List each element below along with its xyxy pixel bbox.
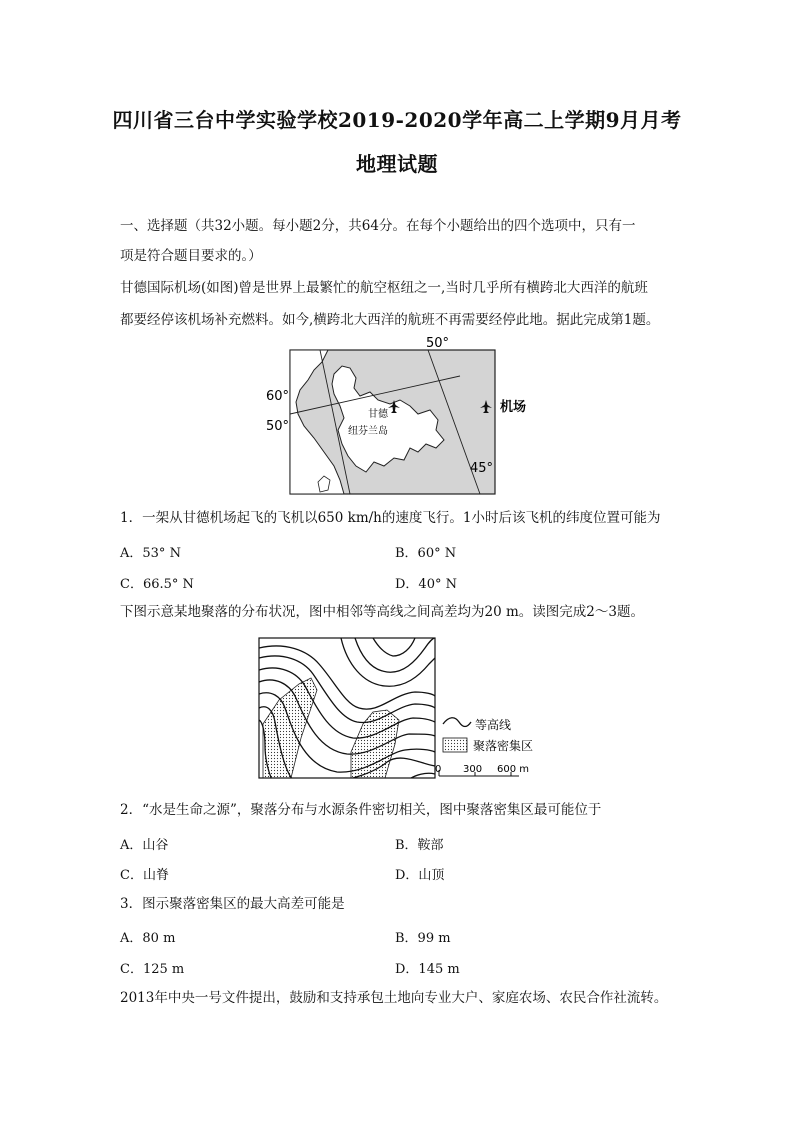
- label-gander: 甘德: [368, 409, 388, 420]
- intro-gander-line2: 都要经停该机场补充燃料。如今,横跨北大西洋的航班不再需要经停此地。据此完成第1题。: [120, 312, 660, 328]
- q1-stem: 1．一架从甘德机场起飞的飞机以650 km/h的速度飞行。1小时后该飞机的纬度位置可能为: [120, 510, 661, 526]
- q2-option-a[interactable]: A．山谷: [120, 838, 169, 853]
- legend-airport-label: 机场: [500, 400, 527, 415]
- scale-600: 600 m: [497, 764, 530, 775]
- section-header-line1: 一、选择题（共32小题。每小题2分，共64分。在每个小题给出的四个选项中，只有一: [120, 218, 636, 234]
- intro-gander-line1: 甘德国际机场(如图)曾是世界上最繁忙的航空枢纽之一,当时几乎所有横跨北大西洋的航班: [120, 280, 648, 296]
- q2-option-d[interactable]: D．山顶: [395, 868, 445, 883]
- label-50-left: 50°: [266, 419, 290, 434]
- section-header-line2: 项是符合题目要求的。）: [120, 248, 262, 264]
- q2-stem: 2．“水是生命之源”，聚落分布与水源条件密切相关，图中聚落密集区最可能位于: [120, 802, 602, 818]
- page-title: 四川省三台中学实验学校2019-2020学年高二上学期9月月考: [112, 108, 682, 132]
- legend-settlement-label: 聚落密集区: [473, 739, 534, 753]
- scale-300: 300: [463, 764, 483, 775]
- q3-option-a[interactable]: A．80 m: [120, 931, 176, 946]
- q2-option-c[interactable]: C．山脊: [120, 868, 169, 883]
- legend-settlement-symbol: [443, 738, 467, 752]
- page-subtitle: 地理试题: [356, 152, 438, 176]
- intro-settlement: 下图示意某地聚落的分布状况，图中相邻等高线之间高差均为20 m。读图完成2～3题。: [120, 604, 644, 620]
- q3-stem: 3．图示聚落密集区的最大高差可能是: [120, 896, 345, 912]
- newfoundland-map: [260, 334, 550, 499]
- q1-option-b[interactable]: B．60° N: [395, 546, 457, 561]
- q3-option-c[interactable]: C．125 m: [120, 962, 185, 977]
- contour-map: [255, 634, 545, 784]
- label-60: 60°: [266, 389, 290, 404]
- q3-option-b[interactable]: B．99 m: [395, 931, 451, 946]
- label-50-top: 50°: [426, 336, 450, 351]
- q2-option-b[interactable]: B．鞍部: [395, 838, 444, 853]
- q1-option-c[interactable]: C．66.5° N: [120, 577, 194, 592]
- label-45: 45°: [470, 461, 494, 476]
- q1-option-d[interactable]: D．40° N: [395, 577, 457, 592]
- label-newfoundland: 纽芬兰岛: [348, 426, 388, 437]
- scale-0: 0: [435, 764, 442, 775]
- intro-land-transfer: 2013年中央一号文件提出，鼓励和支持承包土地向专业大户、家庭农场、农民合作社流转。: [120, 990, 668, 1006]
- q3-option-d[interactable]: D．145 m: [395, 962, 460, 977]
- legend-contour-symbol: [443, 718, 471, 727]
- q1-option-a[interactable]: A．53° N: [120, 546, 181, 561]
- legend-contour-label: 等高线: [475, 718, 512, 732]
